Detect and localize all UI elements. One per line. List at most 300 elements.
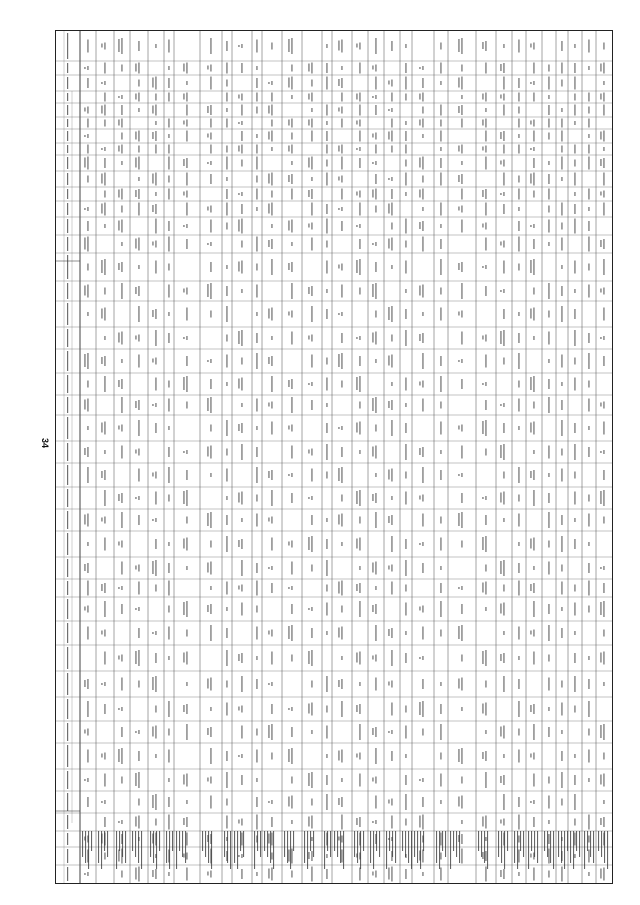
cell-text-mark [461,604,462,614]
cell-text-mark [268,567,269,569]
cell-text-mark [588,157,589,170]
cell-text-mark [375,77,376,90]
cell-text-mark [226,93,227,102]
cell-text-mark [405,726,406,739]
cell-text-mark [588,750,589,763]
cell-text-mark [168,221,169,231]
column-header-mark [67,849,68,863]
cell-text-mark [291,604,292,614]
cell-text-mark [311,238,312,251]
cell-text-mark [326,44,327,48]
cell-text-mark [288,39,289,52]
row-title-mark [122,831,123,857]
row-title-mark [354,831,355,857]
column-header-mark [67,815,68,829]
cell-text-mark [241,289,242,293]
cell-text-mark [271,131,272,142]
cell-text-mark [356,423,357,433]
cell-text-mark [155,403,156,407]
cell-text-mark [461,220,462,233]
cell-text-mark [288,797,289,807]
cell-text-mark [548,493,549,503]
cell-text-mark [561,582,562,595]
row-title-mark [270,831,271,863]
cell-text-mark [87,66,88,70]
cell-text-mark [168,176,169,183]
cell-text-mark [518,134,519,138]
cell-text-mark [118,494,119,501]
cell-text-mark [226,628,227,638]
cell-text-mark [405,77,406,90]
cell-text-mark [101,801,102,803]
cell-text-mark [600,94,601,100]
cell-text-mark [530,539,531,549]
cell-text-mark [121,38,122,54]
row-title-mark [450,831,451,869]
cell-text-mark [207,778,208,782]
row-title-mark [558,831,559,857]
cell-text-mark [183,192,184,196]
cell-text-mark [458,626,459,639]
cell-text-mark [600,818,601,825]
cell-text-mark [503,63,504,73]
cell-text-mark [84,158,85,168]
cell-text-mark [603,105,604,116]
cell-text-mark [461,119,462,128]
cell-text-mark [291,727,292,737]
cell-text-mark [256,285,257,298]
cell-text-mark [271,724,272,740]
cell-text-mark [104,63,105,74]
cell-text-mark [440,147,441,151]
cell-text-mark [288,221,289,231]
cell-text-mark [104,652,105,665]
cell-text-mark [533,63,534,74]
cell-text-mark [485,449,486,456]
cell-text-mark [405,775,406,785]
cell-text-mark [561,108,562,112]
row-title-mark [284,831,285,857]
cell-text-mark [391,420,392,436]
cell-text-mark [603,43,604,50]
cell-text-mark [356,192,357,196]
cell-text-mark [440,356,441,366]
cell-text-mark [138,816,139,829]
cell-text-mark [207,243,208,245]
column-header-mark [67,93,68,101]
cell-text-mark [291,849,292,864]
cell-text-mark [138,355,139,368]
cell-text-mark [419,67,420,69]
cell-text-mark [271,583,272,593]
cell-text-mark [461,206,462,213]
cell-text-mark [271,224,272,228]
cell-text-mark [271,336,272,340]
cell-text-mark [533,704,534,714]
cell-text-mark [256,447,257,457]
cell-text-mark [422,701,423,717]
cell-text-mark [603,450,604,454]
cell-text-mark [121,707,122,711]
cell-text-mark [518,207,519,211]
cell-text-mark [485,867,486,882]
cell-text-mark [391,867,392,882]
cell-text-mark [533,753,534,760]
cell-text-mark [422,679,423,689]
cell-text-mark [500,727,501,737]
cell-text-mark [482,147,483,151]
cell-text-mark [356,653,357,663]
cell-text-mark [183,653,184,663]
cell-text-mark [84,873,85,875]
cell-text-mark [356,818,357,825]
cell-text-mark [138,400,139,410]
cell-text-mark [168,237,169,252]
cell-text-mark [121,586,122,590]
cell-text-mark [271,682,272,686]
cell-text-mark [138,286,139,296]
row-title-mark [159,831,160,851]
cell-text-mark [440,63,441,74]
cell-text-mark [603,259,604,275]
cell-text-mark [588,264,589,271]
cell-text-mark [308,287,309,294]
cell-text-mark [135,651,136,664]
cell-text-mark [440,630,441,637]
cell-text-mark [485,851,486,861]
cell-text-mark [168,145,169,154]
cell-text-mark [500,493,501,503]
cell-text-mark [388,239,389,249]
cell-text-mark [419,657,420,659]
row-title-mark [119,831,120,851]
cell-text-mark [419,779,420,781]
cell-text-mark [461,95,462,99]
column-header-mark [67,465,68,485]
cell-text-mark [391,131,392,142]
row-title-mark [587,831,588,851]
cell-text-mark [226,203,227,216]
cell-text-mark [359,131,360,142]
cell-text-mark [341,285,342,298]
cell-text-mark [168,66,169,70]
cell-text-mark [271,753,272,760]
cell-text-mark [518,353,519,369]
cell-text-mark [391,628,392,638]
cell-text-mark [138,867,139,882]
cell-text-mark [338,146,339,152]
cell-text-mark [241,241,242,248]
cell-text-mark [118,190,119,198]
cell-text-mark [588,189,589,200]
cell-text-mark [308,450,309,454]
cell-text-mark [500,242,501,246]
cell-text-mark [375,871,376,878]
row-title-mark [360,831,361,869]
cell-text-mark [485,203,486,216]
cell-text-mark [461,655,462,662]
cell-text-mark [271,402,272,409]
cell-text-mark [548,727,549,737]
cell-text-mark [87,467,88,483]
cell-text-mark [533,224,534,228]
cell-text-mark [118,380,119,387]
cell-text-mark [391,400,392,410]
cell-text-mark [419,286,420,296]
cell-text-mark [155,121,156,125]
cell-text-mark [338,751,339,761]
cell-text-mark [138,93,139,102]
cell-text-mark [458,146,459,152]
cell-text-mark [482,190,483,197]
cell-text-mark [311,837,312,841]
cell-text-mark [118,749,119,762]
cell-text-mark [388,800,389,804]
cell-text-mark [461,820,462,824]
cell-text-mark [168,778,169,782]
row-title-mark [584,831,585,869]
cell-text-mark [588,447,589,457]
cell-text-mark [210,586,211,590]
cell-text-mark [241,854,242,858]
cell-text-mark [210,145,211,154]
cell-text-mark [87,285,88,298]
cell-text-mark [104,376,105,392]
cell-text-mark [359,239,360,249]
cell-text-mark [155,653,156,663]
cell-text-mark [503,492,504,505]
cell-text-mark [268,834,269,844]
cell-text-mark [291,262,292,272]
cell-text-mark [288,78,289,88]
cell-text-mark [458,78,459,88]
cell-text-mark [183,705,184,712]
cell-text-mark [311,799,312,806]
cell-text-mark [104,288,105,295]
cell-text-mark [440,470,441,480]
cell-text-mark [372,728,373,735]
cell-text-mark [574,794,575,810]
cell-text-mark [375,473,376,477]
cell-text-mark [101,82,102,84]
cell-text-mark [271,239,272,249]
row-title-mark [523,831,524,857]
cell-text-mark [341,78,342,88]
cell-text-mark [226,223,227,230]
cell-text-mark [533,652,534,665]
cell-text-mark [359,517,360,524]
row-title-mark [414,831,415,857]
column-header-mark [67,417,68,439]
cell-text-mark [338,79,339,86]
cell-text-mark [603,147,604,151]
cell-text-mark [256,815,257,830]
cell-text-mark [138,131,139,142]
cell-text-mark [530,631,531,635]
cell-text-mark [518,381,519,388]
cell-text-mark [326,754,327,758]
cell-text-mark [186,868,187,881]
cell-text-mark [341,679,342,689]
cell-text-mark [588,237,589,252]
cell-text-mark [104,120,105,127]
cell-text-mark [183,377,184,390]
cell-text-mark [603,682,604,686]
cell-text-mark [326,219,327,234]
cell-text-mark [210,397,211,413]
cell-text-mark [375,65,376,72]
cell-text-mark [530,121,531,125]
cell-text-mark [533,817,534,827]
cell-text-mark [118,146,119,152]
cell-text-mark [341,157,342,170]
cell-text-mark [440,868,441,881]
cell-text-mark [422,797,423,807]
cell-text-mark [359,259,360,275]
row-title-mark [179,831,180,851]
cell-text-mark [485,607,486,611]
cell-text-mark [104,81,105,85]
cell-text-mark [533,239,534,249]
cell-text-mark [183,491,184,504]
cell-text-mark [326,869,327,879]
cell-text-mark [168,333,169,343]
cell-text-mark [603,239,604,249]
cell-text-mark [548,119,549,128]
cell-text-mark [548,625,549,641]
cell-text-mark [530,377,531,390]
cell-text-mark [482,704,483,714]
cell-text-mark [168,729,169,736]
cell-text-mark [186,601,187,617]
cell-text-mark [155,330,156,346]
cell-text-mark [440,774,441,787]
cell-text-mark [548,562,549,575]
cell-text-mark [440,402,441,409]
cell-text-mark [326,706,327,713]
cell-text-mark [241,261,242,274]
cell-text-mark [375,796,376,809]
cell-text-mark [440,158,441,168]
cell-text-mark [135,336,136,340]
cell-text-mark [341,207,342,211]
cell-text-mark [422,563,423,573]
cell-text-mark [268,683,269,685]
row-title-mark [85,831,86,863]
cell-text-mark [391,565,392,572]
cell-text-mark [183,121,184,125]
cell-text-mark [155,518,156,522]
cell-text-mark [183,337,184,339]
cell-text-mark [588,119,589,128]
cell-text-mark [104,583,105,593]
cell-text-mark [482,224,483,228]
cell-text-mark [461,332,462,345]
cell-text-mark [152,132,153,139]
cell-text-mark [533,191,534,198]
cell-text-mark [238,424,239,431]
row-title-mark [386,831,387,869]
cell-text-mark [548,379,549,389]
column-header-mark [67,793,68,811]
cell-text-mark [271,43,272,50]
cell-text-mark [311,515,312,525]
cell-text-mark [405,145,406,154]
row-title-mark [553,831,554,869]
cell-text-mark [101,357,102,364]
cell-text-mark [356,260,357,273]
cell-text-mark [461,493,462,503]
cell-text-mark [291,473,292,477]
cell-text-mark [311,496,312,500]
cell-text-mark [533,583,534,593]
cell-text-mark [168,815,169,830]
cell-text-mark [104,800,105,804]
cell-text-mark [341,447,342,457]
cell-text-mark [341,93,342,102]
cell-text-mark [291,77,292,90]
cell-text-mark [271,490,272,506]
cell-text-mark [155,423,156,433]
row-title-mark [547,831,548,857]
cell-text-mark [341,606,342,613]
cell-text-mark [405,121,406,125]
cell-text-mark [256,157,257,170]
cell-text-mark [87,312,88,316]
cell-text-mark [482,42,483,49]
cell-text-mark [135,94,136,100]
cell-text-mark [271,470,272,480]
cell-text-mark [87,107,88,114]
cell-text-mark [356,491,357,504]
cell-text-mark [574,204,575,214]
row-title-mark [517,831,518,869]
row-title-mark [445,831,446,857]
cell-text-mark [84,108,85,112]
cell-text-mark [461,748,462,764]
cell-text-mark [530,705,531,712]
cell-text-mark [588,134,589,138]
cell-text-mark [238,331,239,344]
row-title-mark [340,831,341,863]
cell-text-mark [104,753,105,760]
cell-text-mark [533,288,534,295]
row-title-mark [423,831,424,851]
cell-text-mark [326,145,327,154]
cell-text-mark [138,751,139,761]
column-header-mark [67,581,68,595]
cell-text-mark [359,868,360,881]
cell-text-mark [226,355,227,368]
cell-text-mark [533,774,534,787]
cell-text-mark [375,206,376,213]
cell-text-mark [372,134,373,138]
cell-text-mark [503,603,504,616]
cell-text-mark [138,799,139,806]
cell-text-mark [485,650,486,666]
cell-text-mark [311,851,312,861]
cell-text-mark [372,494,373,501]
cell-text-mark [422,189,423,200]
cell-text-mark [518,399,519,412]
cell-text-mark [121,283,122,299]
row-title-mark [531,831,532,851]
column-header-mark [67,511,68,529]
cell-text-mark [311,177,312,181]
row-title-mark [567,831,568,851]
cell-text-mark [603,81,604,85]
cell-text-mark [152,78,153,88]
